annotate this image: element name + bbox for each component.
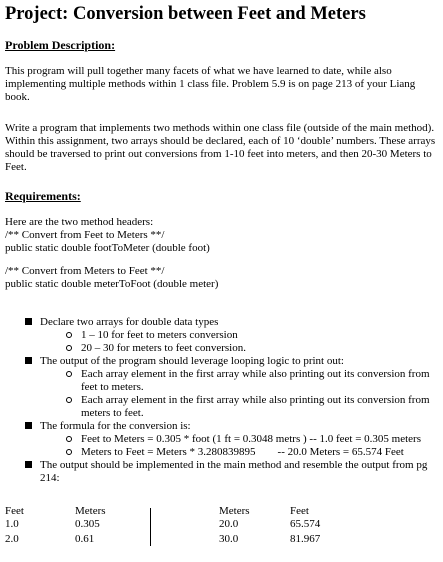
table-header: Meters <box>219 505 250 517</box>
table-cell: 1.0 <box>5 518 19 530</box>
output-table <box>5 505 438 549</box>
bullet-circle-icon <box>66 371 72 377</box>
table-header: Feet <box>290 505 309 517</box>
table-header: Meters <box>75 505 106 517</box>
method-headers <box>5 216 438 291</box>
table-cell: 30.0 <box>219 533 239 545</box>
document <box>5 0 438 545</box>
method2-signature: public static double meterToFoot (double meter) <box>5 278 219 290</box>
bullet-circle-icon <box>66 345 72 351</box>
method2-comment: /** Convert from Meters to Feet **/ <box>5 265 165 277</box>
table-cell: 65.574 <box>290 518 321 530</box>
list-item: The output of the program should leverage looping logic to print out: <box>5 355 438 368</box>
table-cell: 81.967 <box>290 533 321 545</box>
column-separator <box>150 508 151 546</box>
problem-heading: Problem Description: <box>5 38 116 52</box>
table-header: Feet <box>5 505 24 517</box>
list-item: The formula for the conversion is: <box>5 420 438 433</box>
bullet-circle-icon <box>66 332 72 338</box>
table-cell: 2.0 <box>5 533 19 545</box>
method1-signature: public static double footToMeter (double foot) <box>5 242 210 254</box>
list-item: Feet to Meters = 0.305 * foot (1 ft = 0.3048 metrs ) -- 1.0 feet = 0.305 meters <box>5 433 438 446</box>
requirements-heading: Requirements: <box>5 189 81 203</box>
bullet-circle-icon <box>66 436 72 442</box>
table-cell: 0.305 <box>75 518 100 530</box>
headers-intro: Here are the two method headers: <box>5 216 154 228</box>
problem-text-2: Write a program that implements two methods within one class file (outside of the main method). Within this assignment, two arrays should be declared, each of 10 ‘double’ numbers. These arrays should be traversed to print out conversions from 1-10 feet into meters, and then 20-30 Meters to Feet. <box>5 122 436 173</box>
list-item: Declare two arrays for double data types <box>5 316 438 329</box>
requirements-list <box>5 316 438 485</box>
problem-paragraph-2 <box>5 122 438 174</box>
bullet-square-icon <box>25 422 32 429</box>
list-item: The output should be implemented in the main method and resemble the output from pg 214: <box>5 459 438 485</box>
bullet-square-icon <box>25 357 32 364</box>
requirements-section <box>5 189 438 203</box>
bullet-circle-icon <box>66 397 72 403</box>
list-item: 20 – 30 for meters to feet conversion. <box>5 342 438 355</box>
table-cell: 0.61 <box>75 533 95 545</box>
table-cell: 20.0 <box>219 518 239 530</box>
list-item: 1 – 10 for feet to meters conversion <box>5 329 438 342</box>
bullet-circle-icon <box>66 449 72 455</box>
method1-comment: /** Convert from Feet to Meters **/ <box>5 229 165 241</box>
bullet-square-icon <box>25 318 32 325</box>
problem-paragraph-1 <box>5 65 438 104</box>
list-item: Each array element in the first array while also printing out its conversion from feet to meters. <box>5 368 438 394</box>
bullet-square-icon <box>25 461 32 468</box>
list-item: Each array element in the first array while also printing out its conversion from meters to feet. <box>5 394 438 420</box>
list-item: Meters to Feet = Meters * 3.280839895 -- 20.0 Meters = 65.574 Feet <box>5 446 438 459</box>
page-title: Project: Conversion between Feet and Meters <box>5 4 366 24</box>
problem-text-1: This program will pull together many facets of what we have learned to date, while also implementing multiple methods within 1 class file. Problem 5.9 is on page 213 of your Liang book. <box>5 65 416 103</box>
problem-section <box>5 38 438 52</box>
